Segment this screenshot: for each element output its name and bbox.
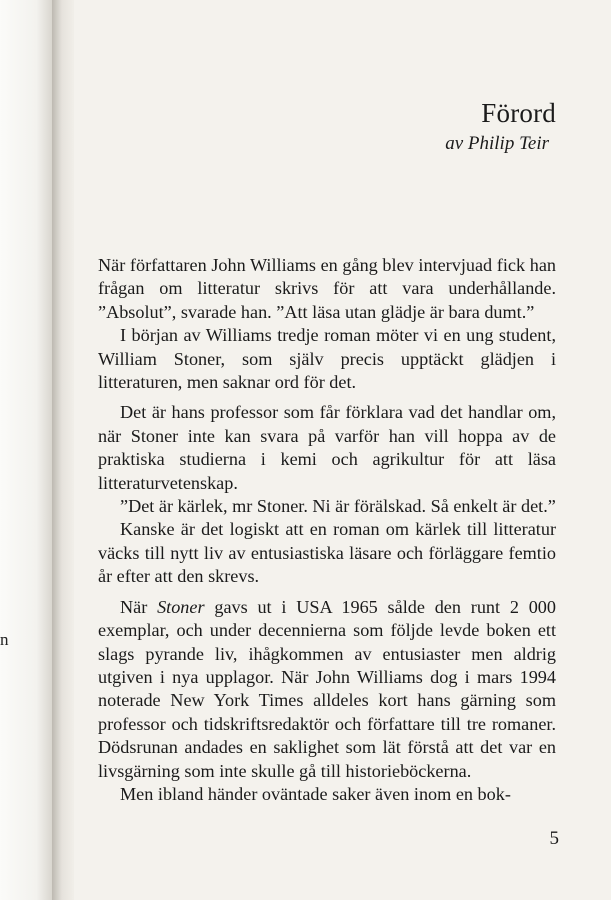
paragraph: ”Det är kärlek, mr Stoner. Ni är förälskad. Så enkelt är det.” <box>120 496 556 517</box>
previous-page <box>0 0 52 900</box>
paragraph: Men ibland händer oväntade saker även inom en bok- <box>120 783 511 804</box>
previous-page-text-fragment: n <box>0 630 9 649</box>
paragraph <box>98 596 556 783</box>
book-gutter <box>52 0 74 900</box>
book-title-italic: Stoner <box>157 596 205 617</box>
chapter-byline: av Philip Teir <box>445 133 549 154</box>
chapter-title: Förord <box>481 98 556 128</box>
paragraph-text: gavs ut i USA 1965 sålde den runt 2 000 exemplar, och under decennierna som följde levde boken ett slags pyrande liv, ihågkommen av entusiaster men aldrig utgiven i nya upplagor. När John Williams dog i mars 1994 noterade New York Times alldeles kort hans gärning som professor och tidskriftsredaktör och författare till tre romaner. Dödsrunan andades en saklighet som lät förstå att det var en livsgärning som inte skulle gå till historieböckerna. <box>98 596 556 781</box>
paragraph-text: När <box>120 596 158 617</box>
page-number: 5 <box>549 828 559 849</box>
body-text <box>98 254 556 806</box>
paragraph: I början av Williams tredje roman möter vi en ung student, William Stoner, som själv precis upptäckt glädjen i litteraturen, men saknar ord för det. <box>98 325 556 393</box>
paragraph: Det är hans professor som får förklara vad det handlar om, när Stoner inte kan svara på varför han vill hoppa av de praktiska studierna i kemi och agrikultur för att läsa litteraturvetenskap. <box>98 402 556 493</box>
paragraph: Kanske är det logiskt att en roman om kärlek till litteratur väcks till nytt liv av entusiastiska läsare och förläggare femtio år efter att den skrevs. <box>98 519 556 587</box>
paragraph: När författaren John Williams en gång blev intervjuad fick han frågan om litteratur skrivs för att vara underhållande. ”Absolut”, svarade han. ”Att läsa utan glädje är bara dumt.” <box>98 255 556 322</box>
